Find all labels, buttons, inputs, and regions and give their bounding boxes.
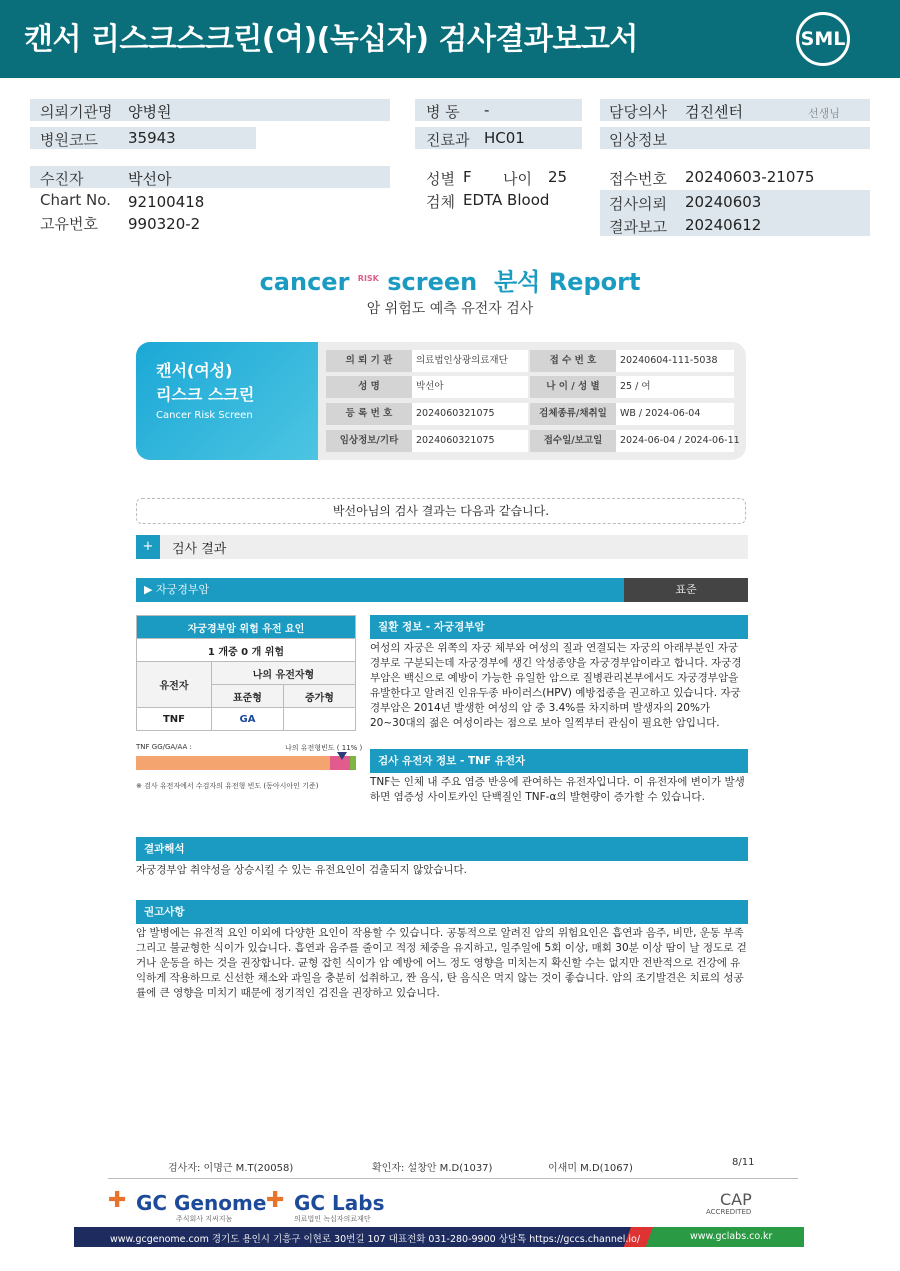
subject-row <box>30 166 390 188</box>
card-value: 의료법인상광의료재단 <box>412 350 528 372</box>
freq-marker-icon <box>337 752 347 760</box>
section-title: 검사 결과 <box>172 542 227 557</box>
section-header <box>136 535 748 559</box>
request-value: 20240603 <box>685 193 762 211</box>
hospital-code-label: 병원코드 <box>40 131 98 149</box>
card-value: 2024060321075 <box>412 430 528 452</box>
card-value: 25 / 여 <box>616 376 734 398</box>
footer-address: www.gcgenome.com 경기도 용인시 기흥구 이현로 30번길 107 대표전화 031-280-9900 상담톡 https://gccs.channel.io/ <box>110 1234 641 1245</box>
specimen-label: 검체 <box>426 193 455 211</box>
cancer-screen-logo <box>0 262 900 297</box>
sex-value: F <box>463 168 472 186</box>
cap-sub: ACCREDITED <box>706 1208 752 1216</box>
doctor-label: 담당의사 <box>609 103 667 121</box>
report-title: 캔서 리스크스크린(여)(녹십자) 검사결과보고서 <box>24 22 638 57</box>
card-value: WB / 2024-06-04 <box>616 403 734 425</box>
gc-cross-icon: ✚ <box>266 1188 285 1213</box>
disease-title: 질환 정보 - 자궁경부암 <box>370 615 748 639</box>
subject-label: 수진자 <box>40 170 84 188</box>
gene-header: 유전자 <box>137 662 212 708</box>
my-genotype-header: 나의 유전자형 <box>212 662 356 685</box>
logo-risk: RISK <box>357 274 379 283</box>
card-label: 의 뢰 기 관 <box>326 350 412 372</box>
card-title-2: 리스크 스크린 <box>156 385 255 404</box>
chart-value: 92100418 <box>128 193 205 211</box>
footer-site[interactable]: www.gclabs.co.kr <box>690 1231 773 1242</box>
request-label: 검사의뢰 <box>609 195 667 213</box>
card-label: 접 수 번 호 <box>530 350 616 372</box>
info-card <box>136 342 746 460</box>
clinical-label: 임상정보 <box>609 131 667 149</box>
inc-header: 증가형 <box>283 685 355 708</box>
page-number: 8/11 <box>732 1157 755 1168</box>
card-value: 2024060321075 <box>412 403 528 425</box>
freq-left-label: TNF GG/GA/AA : <box>136 743 192 751</box>
ward-value: - <box>484 101 490 119</box>
logo-report: 분석 Report <box>493 268 641 296</box>
unique-value: 990320-2 <box>128 215 201 233</box>
dept-value: HC01 <box>484 129 525 147</box>
gc-cross-icon: ✚ <box>108 1188 127 1213</box>
gene-table-title: 자궁경부암 위험 유전 요인 <box>137 616 356 639</box>
confirmer2-sign: 이새미 M.D(1067) <box>548 1163 633 1174</box>
freq-note: ※ 검사 유전자에서 수검자의 유전형 빈도 (동아시아인 기준) <box>136 782 319 790</box>
advice-text: 암 발병에는 유전적 요인 이외에 다양한 요인이 작용할 수 있습니다. 공통적으로 알려진 암의 위험요인은 흡연과 음주, 비만, 운동 부족 그리고 불균형한 식이가 있습니다. 흡연과 음주를 줄이고 적정 체중을 유지하고, 일주일에 5회 이상, 매회 30분 이상 땀이 날 정도로 걷거나 운동을 하는 것을 권장합니다. 균형 잡힌 식이가 암 예방에 어느 정도 영향을 미치는지 확신할 수는 없지만 전반적으로 건강에 유익하게 작용하므로 신선한 채소와 과일을 충분히 섭취하고, 짠 음식, 탄 음식은 먹지 않는 것이 좋습니다. 암의 조기발견은 치료의 성공률에 큰 영향을 미치기 때문에 정기적인 검진을 권장하고 있습니다. <box>136 927 747 999</box>
logo-screen: screen <box>387 268 478 296</box>
doctor-value: 검진센터 <box>685 103 743 121</box>
card-label: 성 명 <box>326 376 412 398</box>
gene-info-text: TNF는 인체 내 주요 염증 반응에 관여하는 유전자입니다. 이 유전자에 변이가 발생하면 염증성 사이토카인 단백질인 TNF-α의 발현량이 증가할 수 있습니다. <box>370 776 745 803</box>
institution-label: 의뢰기관명 <box>40 103 113 121</box>
subject-value: 박선아 <box>128 170 172 188</box>
card-label: 등 록 번 호 <box>326 403 412 425</box>
institution-value: 양병원 <box>128 103 172 121</box>
card-label: 나 이 / 성 별 <box>530 376 616 398</box>
age-value: 25 <box>548 168 568 186</box>
chart-label: Chart No. <box>40 191 111 209</box>
gene-table <box>136 615 356 731</box>
gc-labs-sub: 의료법인 녹십자의료재단 <box>294 1215 371 1223</box>
report-value: 20240612 <box>685 216 762 234</box>
category-status: 표준 <box>624 578 748 602</box>
gc-labs-logo: GC Labs <box>294 1191 385 1215</box>
sml-logo: SML <box>796 12 850 66</box>
sex-label: 성별 <box>426 170 455 188</box>
specimen-value: EDTA Blood <box>463 191 550 209</box>
freq-right-label: 나의 유전형빈도 ( 11% ) <box>285 744 363 752</box>
logo-subtitle: 암 위험도 예측 유전자 검사 <box>366 301 534 317</box>
category-name: ▶ 자궁경부암 <box>136 578 624 602</box>
card-title-1: 캔서(여성) <box>156 361 233 380</box>
interpretation-title: 결과해석 <box>136 837 748 861</box>
logo-cancer: cancer <box>259 268 350 296</box>
dept-label: 진료과 <box>426 131 470 149</box>
age-label: 나이 <box>503 170 532 188</box>
interpretation-text: 자궁경부암 취약성을 상승시킬 수 있는 유전요인이 검출되지 않았습니다. <box>136 864 467 876</box>
gc-genome-sub: 주식회사 지씨지놈 <box>176 1215 233 1223</box>
receipt-label: 접수번호 <box>609 170 667 188</box>
gc-genome-logo: GC Genome <box>136 1191 267 1215</box>
ward-label: 병 동 <box>426 103 460 121</box>
inc-value <box>283 708 355 731</box>
result-summary: 박선아님의 검사 결과는 다음과 같습니다. <box>136 498 746 524</box>
receipt-value: 20240603-21075 <box>685 168 815 186</box>
card-value: 20240604-111-5038 <box>616 350 734 372</box>
report-label: 결과보고 <box>609 218 667 236</box>
gene-info-title: 검사 유전자 정보 - TNF 유전자 <box>370 749 748 773</box>
cap-logo: CAP <box>720 1190 752 1209</box>
unique-label: 고유번호 <box>40 215 98 233</box>
card-title-3: Cancer Risk Screen <box>156 410 253 421</box>
hospital-code-value: 35943 <box>128 129 176 147</box>
tester-sign: 검사자: 이명근 M.T(20058) <box>168 1163 294 1174</box>
freq-bar <box>136 756 356 770</box>
freq-bar-segment <box>350 756 356 770</box>
folder-icon: + <box>136 535 160 559</box>
card-value: 박선아 <box>412 376 528 398</box>
gene-name: TNF <box>137 708 212 731</box>
gene-count: 1 개중 0 개 위험 <box>137 639 356 662</box>
doctor-suffix: 선생님 <box>808 107 840 120</box>
footer-divider <box>108 1178 798 1179</box>
card-label: 접수일/보고일 <box>530 430 616 452</box>
disease-text: 여성의 자궁은 위쪽의 자궁 체부와 여성의 질과 연결되는 자궁의 아래부분인 자궁경부로 구분되는데 자궁경부에 생긴 악성종양을 자궁경부암이라고 합니다. 자궁경부암은 백신으로 예방이 가능한 유일한 암으로 질병관리본부에서도 자궁경부암을 유발한다고 알려진 인유두종 바이러스(HPV) 예방접종을 권고하고 있습니다. 자궁경부암은 2014년 발생한 여성의 암 중 3.4%를 차지하며 발생자의 20%가 20~30대의 젊은 여성이라는 점으로 보아 일찍부터 관심이 필요한 암입니다. <box>370 642 742 729</box>
card-value: 2024-06-04 / 2024-06-11 <box>616 430 734 452</box>
confirmer-sign: 확인자: 설창안 M.D(1037) <box>372 1163 493 1174</box>
advice-title: 권고사항 <box>136 900 748 924</box>
std-value: GA <box>212 708 284 731</box>
std-header: 표준형 <box>212 685 284 708</box>
card-label: 검체종류/채취일 <box>530 403 616 425</box>
card-label: 임상정보/기타 <box>326 430 412 452</box>
